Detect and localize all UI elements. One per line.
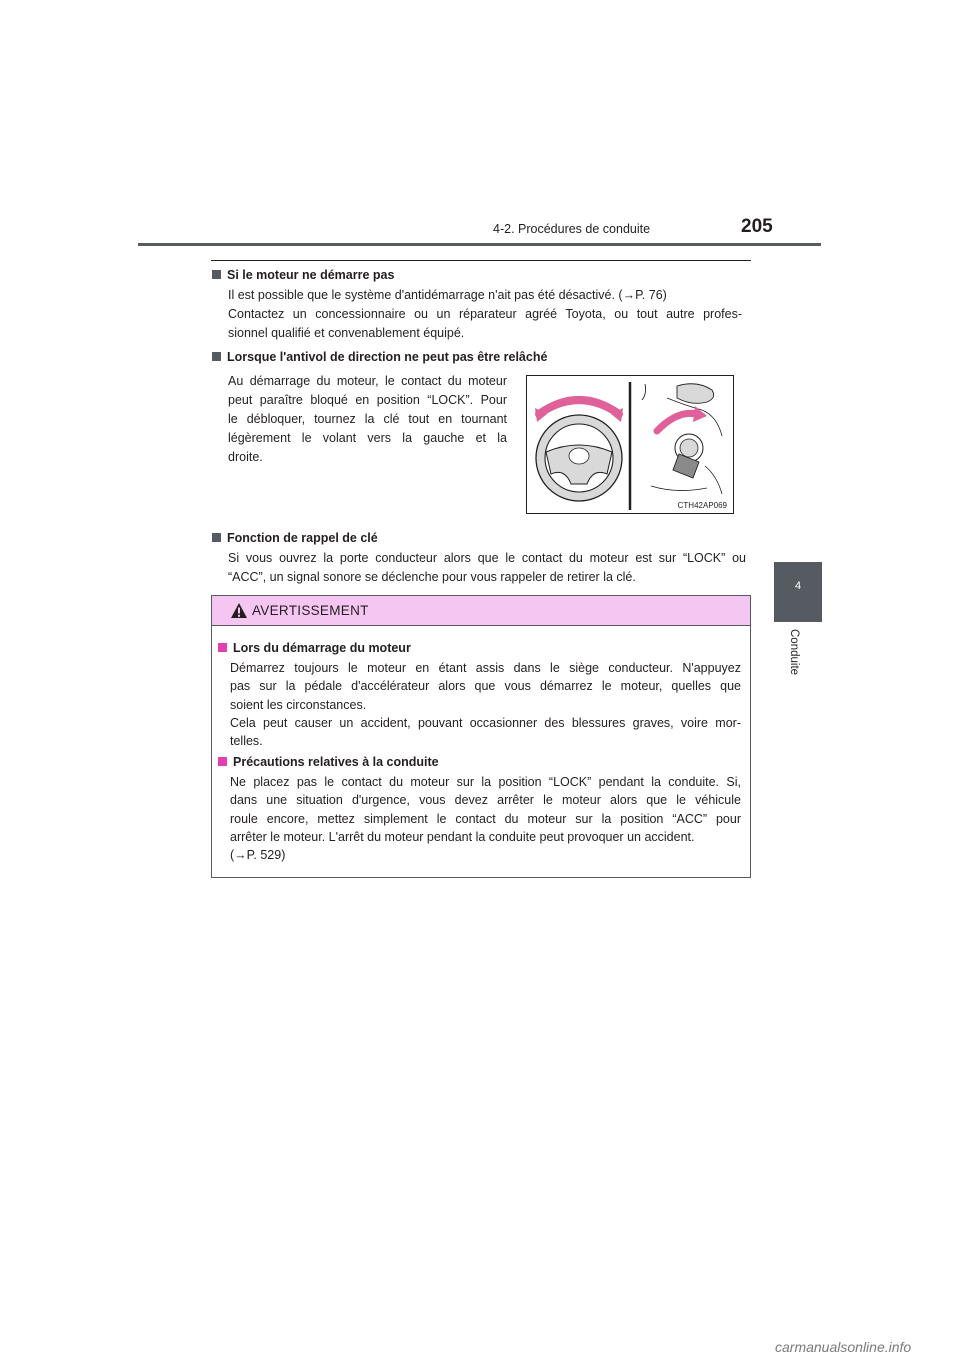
- section-title: Fonction de rappel de clé: [212, 531, 378, 545]
- section-paragraph: Au démarrage du moteur, le contact du moteur peut paraître bloqué en position “LOCK”. Pour le débloquer, tournez la clé tout en tournant légèrement le volant vers la gauche et la droite.: [228, 374, 507, 464]
- section-paragraph: Il est possible que le système d'antidémarrage n'ait pas été désactivé. (→P. 76) Contactez un concessionnaire ou un réparateur agréé Toyota, ou tout autre profes- sionnel qualifié et convenablement équipé.: [228, 288, 742, 340]
- content-top-rule: [211, 260, 751, 261]
- header-section-title: 4-2. Procédures de conduite: [493, 222, 651, 236]
- warning-paragraph: Démarrez toujours le moteur en étant assis dans le siège conducteur. N'appuyez pas sur la pédale d'accélérateur alors que vous démarrez le moteur, quelles que soient les circonstances. Cela peut causer un accident, pouvant occasionner des blessures graves, voire mor- telles.: [230, 661, 741, 749]
- footer-watermark: carmanualsonline.info: [775, 1339, 912, 1355]
- bullet-square-icon: [218, 757, 227, 766]
- section-paragraph: Si vous ouvrez la porte conducteur alors que le contact du moteur est sur “LOCK” ou “ACC”, un signal sonore se déclenche pour vous rappeler de retirer la clé.: [228, 551, 746, 584]
- bullet-square-icon: [212, 270, 221, 279]
- bullet-square-icon: [212, 533, 221, 542]
- warning-triangle-icon: [230, 602, 248, 619]
- chapter-label: [772, 629, 822, 689]
- warning-paragraph: Ne placez pas le contact du moteur sur la position “LOCK” pendant la conduite. Si, dans une situation d'urgence, vous devez arrêter le moteur alors que le véhicule roule encore, mettez simplement le contact du moteur sur la position “ACC” pour arrêter le moteur. L'arrêt du moteur pendant la conduite peut provoquer un accident. (→P. 529): [230, 775, 741, 863]
- section-title: Si le moteur ne démarre pas: [212, 268, 394, 282]
- header-rule: [138, 243, 821, 246]
- warning-title: AVERTISSEMENT: [252, 603, 369, 618]
- warning-box: [211, 595, 751, 878]
- section-title: Lorsque l'antivol de direction ne peut pas être relâché: [212, 350, 547, 364]
- chapter-tab[interactable]: [774, 562, 822, 622]
- bullet-square-icon: [218, 643, 227, 652]
- warning-section-title: Lors du démarrage du moteur: [218, 641, 411, 655]
- warning-section-title: Précautions relatives à la conduite: [218, 755, 439, 769]
- bullet-square-icon: [212, 352, 221, 361]
- page-number: 205: [741, 216, 773, 237]
- steering-wheel-key-drawing: [527, 376, 733, 513]
- chapter-label-text: Conduite: [788, 629, 800, 676]
- steering-lock-illustration: [526, 375, 734, 514]
- figure-code: CTH42AP069: [677, 501, 727, 510]
- warning-header: [212, 596, 750, 626]
- chapter-number: 4: [794, 580, 802, 592]
